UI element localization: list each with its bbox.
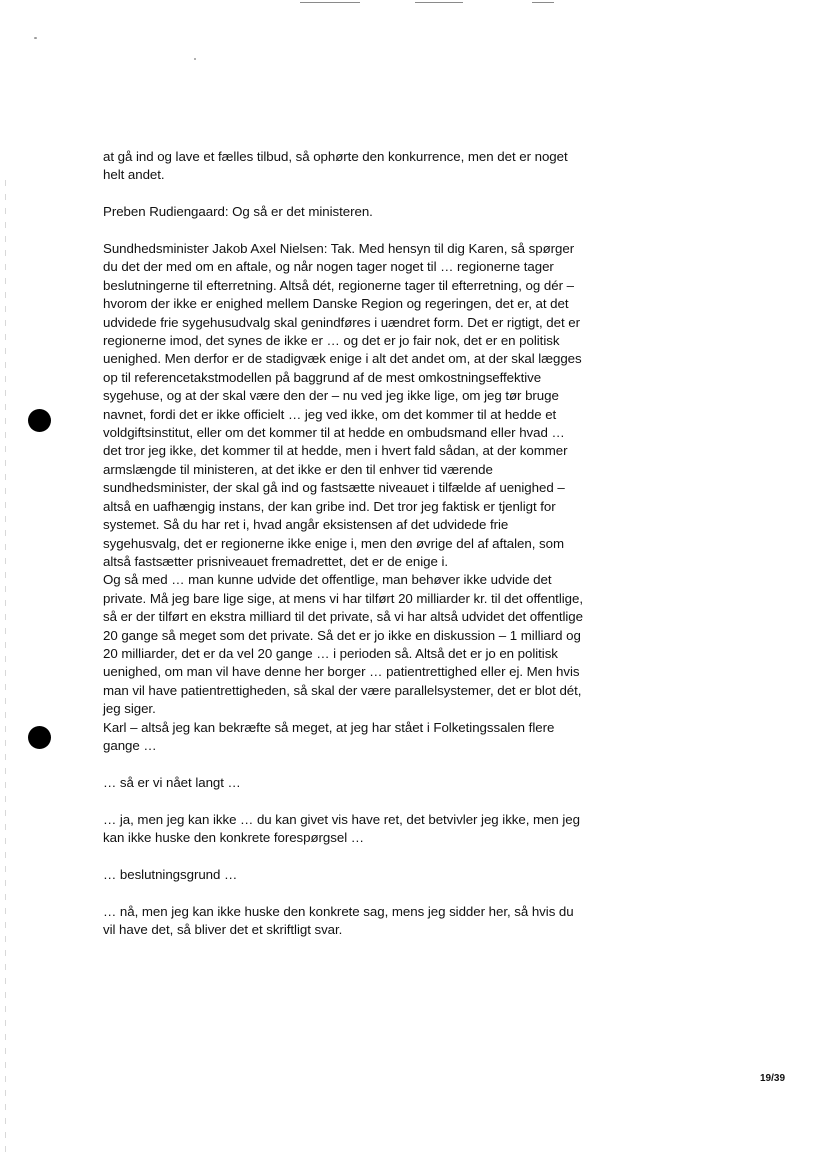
scan-mark	[532, 2, 554, 3]
paragraph: … så er vi nået langt …	[103, 774, 241, 790]
scan-speck	[194, 58, 196, 60]
page-number: 19/39	[760, 1073, 786, 1084]
paragraph: at gå ind og lave et fælles tilbud, så ophørte den konkurrence, men det er noget helt andet.	[103, 149, 568, 183]
paragraph: Sundhedsminister Jakob Axel Nielsen: Tak. Med hensyn til dig Karen, så spørger du det der med om en aftale, og når nogen tager noget til … regionerne tager beslutningerne til efterretning. Altså dét, regionerne tager til efterretning, og dér – hvorom der ikke er enighed mellem Danske Region og regeringen, det er, at det udvidede frie sygehusudvalg skal genindføres i uændret form. Det er rigtigt, det er regionerne imod, det synes de ikke er … og det er jo fair nok, det er en politisk uenighed. Men derfor er de stadigvæk enige i alt det andet om, at der skal lægges op til referencetakstmodellen på baggrund af de mest omkostningseffektive sygehuse, og at der skal være den der – nu ved jeg ikke lige, om jeg tør bruge navnet, fordi det er ikke officielt … jeg ved ikke, om det kommer til at hedde et voldgiftsinstitut, eller om det kommer til at hedde en ombudsmand eller hvad … det tror jeg ikke, det kommer til at hedde, men i hvert fald sådan, at der kommer armslængde til ministeren, at det ikke er den til enhver tid værende sundhedsminister, der skal gå ind og fastsætte niveauet i tilfælde af uenighed – altså en uafhængig instans, der kan gribe ind. Det tror jeg faktisk er tjenligt for systemet. Så du har ret i, hvad angår eksistensen af det udvidede frie sygehusvalg, det er regionerne ikke enige i, men den øvrige del af aftalen, som altså fastsætter prisniveauet fremadrettet, det er de enige i.	[103, 241, 582, 569]
paragraph: Og så med … man kunne udvide det offentlige, man behøver ikke udvide det private. Må jeg bare lige sige, at mens vi har tilført 20 milliarder kr. til det offentlige, så er der tilført en ekstra milliard til det private, så vi har altså udvidet det offentlige 20 gange så meget som det private. Så det er jo ikke en diskussion – 1 milliard og 20 milliarder, det er da vel 20 gange … i perioden så. Altså det er jo en politisk uenighed, om man vil have denne her borger … patientrettighed eller ej. Men hvis man vil have patientrettigheden, så skal der være parallelsystemer, det er blot dét, jeg siger.	[103, 572, 583, 717]
scan-mark	[300, 2, 360, 3]
paragraph: … beslutningsgrund …	[103, 866, 238, 882]
scan-edge	[5, 180, 6, 1160]
paragraph: Preben Rudiengaard: Og så er det ministeren.	[103, 204, 373, 220]
punch-hole-lower	[28, 726, 51, 749]
paragraph: Karl – altså jeg kan bekræfte så meget, at jeg har stået i Folketingssalen flere gange …	[103, 719, 555, 753]
punch-hole-upper	[28, 409, 51, 432]
scan-speck	[34, 37, 37, 39]
scan-mark	[415, 2, 463, 3]
paragraph: … nå, men jeg kan ikke huske den konkrete sag, mens jeg sidder her, så hvis du vil have det, så bliver det et skriftligt svar.	[103, 903, 574, 937]
transcript-body	[103, 148, 585, 939]
paragraph: … ja, men jeg kan ikke … du kan givet vis have ret, det betvivler jeg ikke, men jeg kan ikke huske den konkrete forespørgsel …	[103, 811, 580, 845]
